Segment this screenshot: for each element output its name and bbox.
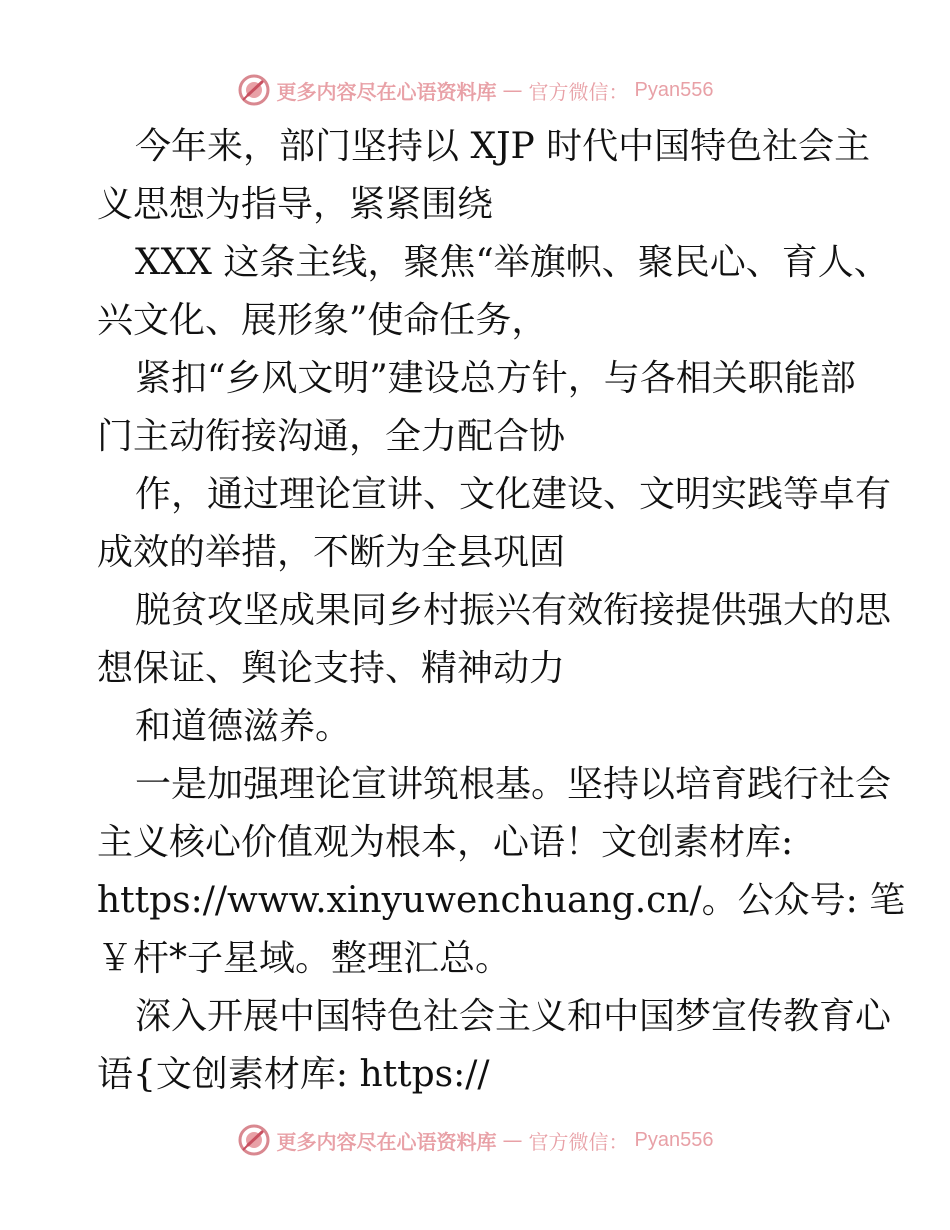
watermark-text: 更多内容尽在心语资料库 xyxy=(276,1129,497,1154)
text-line: https://www.xinyuwenchuang.cn/。公众号: 笔 xyxy=(97,880,906,921)
text-line: XXX 这条主线，聚焦“举旗帜、聚民心、育人、 xyxy=(135,242,890,283)
text-line: 脱贫攻坚成果同乡村振兴有效衔接提供强大的思 xyxy=(135,590,892,631)
text-line: 门主动衔接沟通，全力配合协 xyxy=(97,416,566,457)
text-line: 语{文创素材库: https:// xyxy=(97,1054,490,1095)
watermark-wechat-label: 官方微信： xyxy=(528,79,629,104)
watermark-dash: — xyxy=(502,1128,523,1152)
text-line: ￥杆*子星域。整理汇总。 xyxy=(97,938,512,979)
watermark-dash: — xyxy=(502,78,523,102)
text-line: 成效的举措，不断为全县巩固 xyxy=(97,532,566,573)
text-line: 今年来，部门坚持以 XJP 时代中国特色社会主 xyxy=(135,126,871,167)
text-line: 想保证、舆论支持、精神动力 xyxy=(97,648,566,689)
watermark-wechat-id: Pyan556 xyxy=(634,78,714,101)
watermark-wechat-label: 官方微信： xyxy=(528,1129,629,1154)
text-line: 主义核心价值观为根本，心语！文创素材库: xyxy=(97,822,794,863)
footer-watermark-banner xyxy=(0,1120,950,1160)
text-line: 义思想为指导，紧紧围绕 xyxy=(97,184,494,225)
watermark-wechat-id: Pyan556 xyxy=(634,1128,714,1151)
text-line: 和道德滋养。 xyxy=(135,706,352,747)
text-line: 紧扣“乡风文明”建设总方针，与各相关职能部 xyxy=(135,358,856,399)
seal-logo-icon xyxy=(237,73,271,107)
text-line: 兴文化、展形象”使命任务， xyxy=(97,300,548,341)
seal-logo-icon xyxy=(237,1123,271,1157)
header-watermark-banner xyxy=(0,70,950,110)
watermark-text: 更多内容尽在心语资料库 xyxy=(276,79,497,104)
document-body xyxy=(97,118,906,1104)
text-line: 一是加强理论宣讲筑根基。坚持以培育践行社会 xyxy=(135,764,892,805)
text-line: 深入开展中国特色社会主义和中国梦宣传教育心 xyxy=(135,996,892,1037)
text-line: 作，通过理论宣讲、文化建设、文明实践等卓有 xyxy=(135,474,892,515)
